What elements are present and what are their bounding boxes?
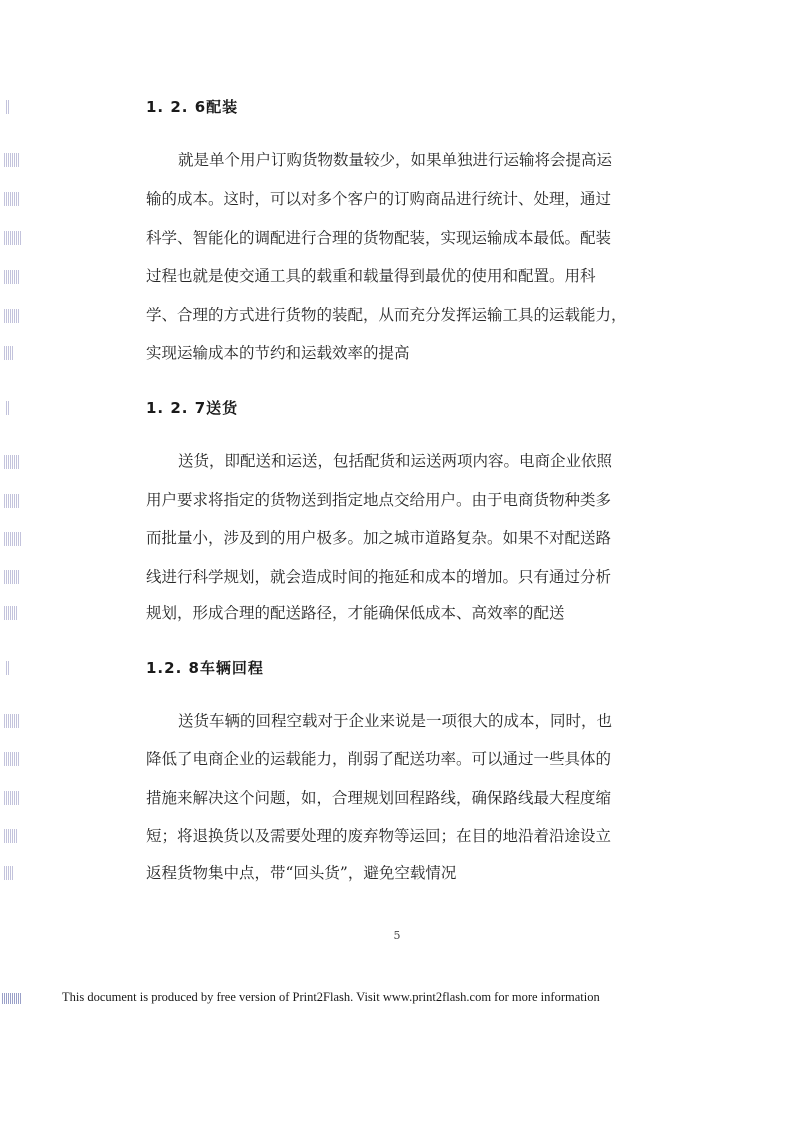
paragraph-line: 而批量小，涉及到的用户极多。加之城市道路复杂。如果不对配送路	[146, 529, 612, 547]
paragraph-line: 学、合理的方式进行货物的装配，从而充分发挥运输工具的运载能力，	[146, 306, 627, 324]
footer-artifact	[2, 993, 22, 1004]
margin-artifact	[4, 752, 20, 766]
margin-artifact	[4, 309, 20, 323]
paragraph-line: 就是单个用户订购货物数量较少，如果单独进行运输将会提高运	[178, 151, 613, 169]
margin-artifact	[6, 401, 9, 415]
section-heading: 1. 2. 6配装	[146, 98, 239, 116]
margin-artifact	[4, 714, 20, 728]
footer-notice: This document is produced by free version of Print2Flash. Visit www.print2flash.com for more information	[62, 990, 600, 1004]
margin-artifact	[4, 606, 17, 620]
paragraph-line: 措施来解决这个问题，如，合理规划回程路线，确保路线最大程度缩	[146, 789, 612, 807]
margin-artifact	[4, 570, 20, 584]
paragraph-line: 线进行科学规划，就会造成时间的拖延和成本的增加。只有通过分析	[146, 568, 612, 586]
paragraph-line: 返程货物集中点，带“回头货”，避免空载情况	[146, 864, 457, 882]
section-heading: 1. 2. 7送货	[146, 399, 239, 417]
margin-artifact	[4, 192, 20, 206]
margin-artifact	[4, 866, 14, 880]
margin-artifact	[6, 661, 9, 675]
margin-artifact	[4, 494, 20, 508]
margin-artifact	[4, 455, 20, 469]
paragraph-line: 实现运输成本的节约和运载效率的提高	[146, 344, 410, 362]
paragraph-line: 科学、智能化的调配进行合理的货物配装，实现运输成本最低。配装	[146, 229, 612, 247]
margin-artifact	[6, 100, 9, 114]
margin-artifact	[4, 791, 19, 805]
paragraph-line: 输的成本。这时，可以对多个客户的订购商品进行统计、处理，通过	[146, 190, 612, 208]
paragraph-line: 送货，即配送和运送，包括配货和运送两项内容。电商企业依照	[178, 452, 613, 470]
paragraph-line: 短；将退换货以及需要处理的废弃物等运回；在目的地沿着沿途设立	[146, 827, 612, 845]
margin-artifact	[4, 153, 20, 167]
margin-artifact	[4, 532, 21, 546]
section-heading: 1.2. 8车辆回程	[146, 659, 264, 677]
margin-artifact	[4, 231, 21, 245]
paragraph-line: 降低了电商企业的运载能力，削弱了配送功率。可以通过一些具体的	[146, 750, 612, 768]
paragraph-line: 送货车辆的回程空载对于企业来说是一项很大的成本，同时，也	[178, 712, 613, 730]
page-number: 5	[393, 929, 401, 942]
margin-artifact	[4, 829, 18, 843]
margin-artifact	[4, 270, 19, 284]
paragraph-line: 用户要求将指定的货物送到指定地点交给用户。由于电商货物种类多	[146, 491, 612, 509]
margin-artifact	[4, 346, 14, 360]
paragraph-line: 过程也就是使交通工具的载重和载量得到最优的使用和配置。用科	[146, 267, 596, 285]
paragraph-line: 规划，形成合理的配送路径，才能确保低成本、高效率的配送	[146, 604, 565, 622]
